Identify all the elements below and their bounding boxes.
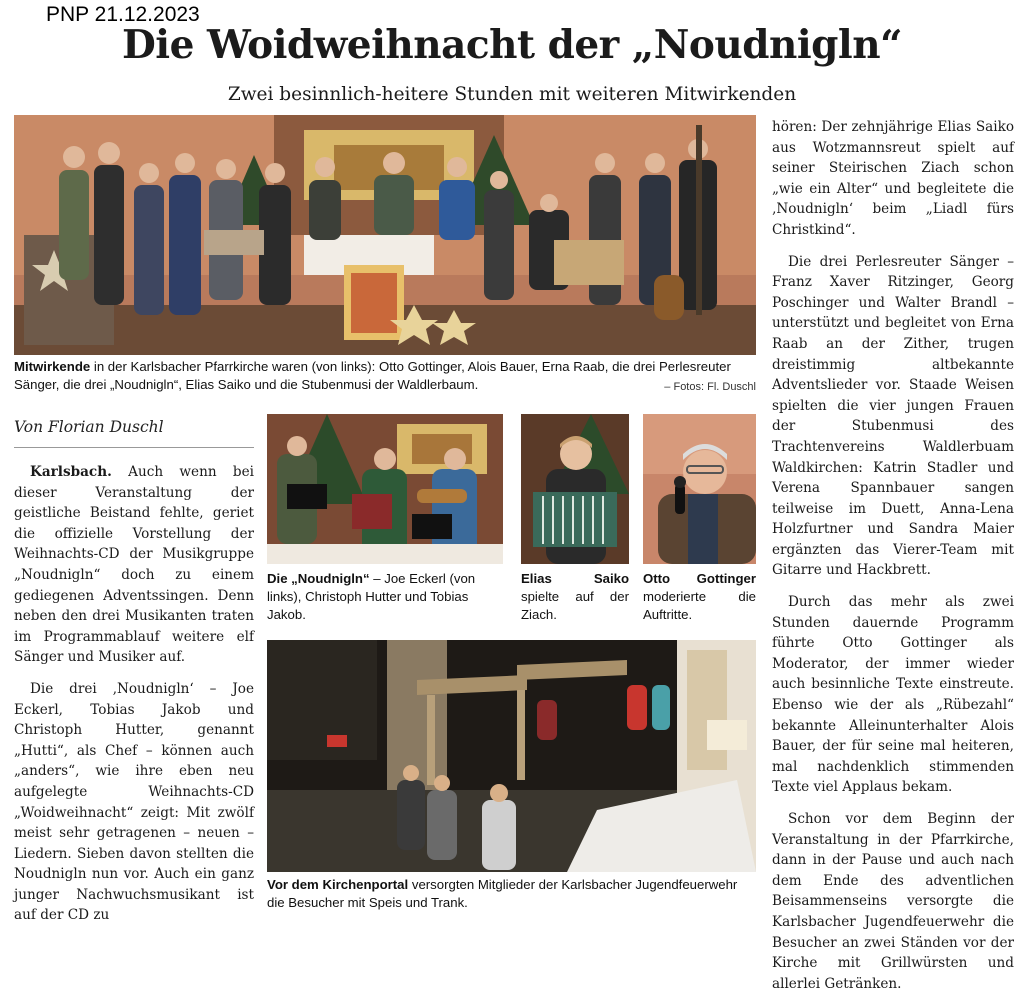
article-subheadline: Zwei besinnlich-heitere Stunden mit weiteren Mitwirkenden (227, 84, 797, 105)
byline: Von Florian Duschl (14, 418, 164, 436)
photo-church-portal-night (267, 640, 756, 872)
photo-noudnigln (267, 414, 503, 564)
caption-church-portal: Vor dem Kirchenportal versorgten Mitglieder der Karlsbacher Jugendfeuerwehr die Besucher mit Speis und Trank. (267, 877, 738, 910)
main-photo-church-performers (14, 115, 756, 355)
byline-divider (14, 447, 254, 448)
article-column-right: hören: Der zehnjährige Elias Saiko aus Wotzmannsreut spielt auf seiner Steirischen Ziach schon „wie ein Alter“ und begleitete die ‚Noudnigln‘ beim „Liadl fürs Christkind“. Die drei Perlesreuter Sänger – Franz Xaver Ritzinger, Georg Poschinger und Walter Brandl – unterstützt und begleitet von Erna Raab an der Zither, trugen dreistimmig altbekannte Adventslieder vor. Staade Weisen spielten die vier jungen Frauen der Stubenmusi des Trachtenvereins Waldlerbuam Waldkirchen: Katrin Stadler und Verena Spannbauer sangen teilweise im Duett, Anna-Lena Holzfurtner und Sandra Maier ergänzten das Vierer-Team mit Gitarre und Hackbrett. Durch das mehr als zwei Stunden dauernde Programm führte Otto Gottinger als Moderator, der immer wieder auch besinnliche Texte einstreute. Ebenso wie der als „Rübezahl“ bekannte Alleinunterhalter Alois Bauer, der für seine mal heiteren, mal nachdenklich stimmenden Texte viel Applaus bekam. Schon vor dem Beginn der Veranstaltung in der Pfarrkirche, dann in der Pause und auch nach dem Ende des adventlichen Beisammenseins versorgte die Karlsbacher Jugendfeuerwehr die Besucher an zwei Ständen vor der Kirche mit Grillwürsten und allerlei Getränken. (772, 119, 1014, 992)
caption-otto: Otto Gottinger moderierte die Auftritte. (643, 571, 756, 622)
photo-credit: – Fotos: Fl. Duschl (664, 381, 756, 393)
photo-elias-saiko (521, 414, 629, 564)
article-column-left: Karlsbach. Auch wenn bei dieser Veranstaltung der geistliche Beistand fehlte, geriet die offizielle Vorstellung der Weihnachts-CD der Musikgruppe „Noudnigln“ doch zu einem gediegenen Adventssingen. Denn neben den drei Musikanten traten im Programmablauf weitere elf Sänger und Musiker auf. Die drei ‚Noudnigln‘ – Joe Eckerl, Tobias Jakob und Christoph Hutter, genannt „Hutti“, als Chef – können auch „anders“, wie ihre eben neu aufgelegte Weihnachts-CD „Woidweihnacht“ zeigt: Mit zwölf meist sehr getragenen – neuen – Liedern. Sieben davon stellten die Noudnigln nun vor. Auch ein ganz junger Nachwuchsmusikant ist auf der CD zu (14, 464, 254, 924)
photo-otto-gottinger (643, 414, 756, 564)
main-photo-caption: Mitwirkende in der Karlsbacher Pfarrkirche waren (von links): Otto Gottinger, Alois Bauer, Erna Raab, die drei Perlesreuter Sänger, die drei „Noudnigln“, Elias Saiko und die Stubenmusi der Waldlerbaum. – Fotos: Fl. Duschl (14, 358, 756, 396)
article-headline: Die Woidweihnacht der „Noudnigln“ (121, 22, 903, 68)
caption-elias: Elias Saiko spielte auf der Ziach. (521, 571, 629, 622)
caption-noudnigln: Die „Noudnigln“ – Joe Eckerl (von links), Christoph Hutter und Tobias Jakob. (267, 571, 476, 622)
source-date: PNP 21.12.2023 (46, 3, 200, 26)
